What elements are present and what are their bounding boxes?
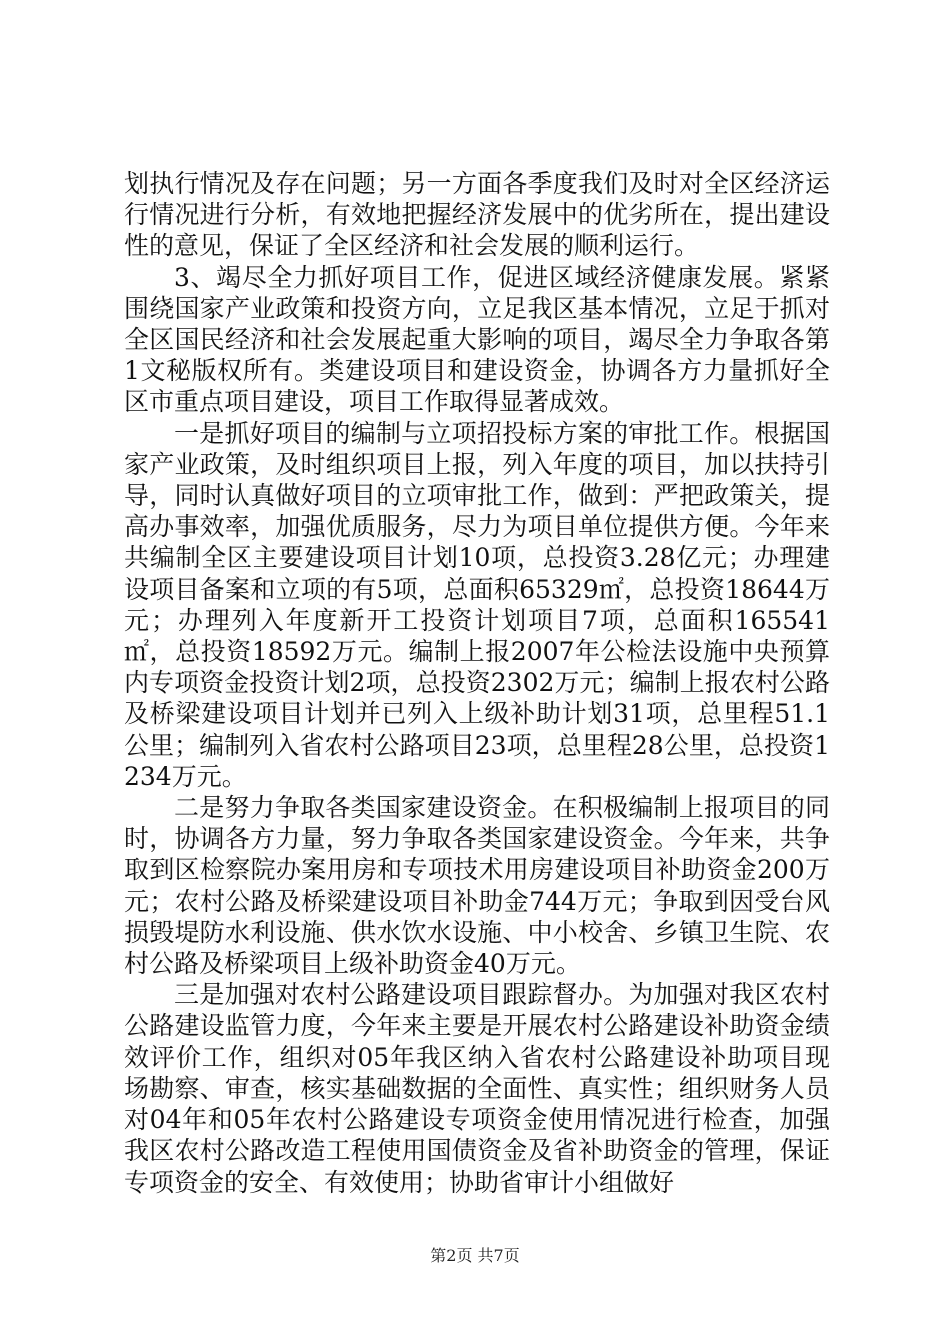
paragraph-1: 划执行情况及存在问题；另一方面各季度我们及时对全区经济运行情况进行分析，有效地把握经济发展中的优劣所在，提出建设性的意见，保证了全区经济和社会发展的顺利运行。 <box>124 169 830 261</box>
page-number-footer: 第2页 共7页 <box>430 1246 520 1265</box>
paragraph-2: 3、竭尽全力抓好项目工作，促进区域经济健康发展。紧紧围绕国家产业政策和投资方向，立足我区基本情况，立足于抓对全区国民经济和社会发展起重大影响的项目，竭尽全力争取各第1文秘版权所有。类建设项目和建设资金，协调各方力量抓好全区市重点项目建设，项目工作取得显著成效。 <box>124 262 830 417</box>
paragraph-5: 三是加强对农村公路建设项目跟踪督办。为加强对我区农村公路建设监管力度，今年来主要是开展农村公路建设补助资金绩效评价工作，组织对05年我区纳入省农村公路建设补助项目现场勘察、审查，核实基础数据的全面性、真实性；组织财务人员对04年和05年农村公路建设专项资金使用情况进行检查，加强我区农村公路改造工程使用国债资金及省补助资金的管理，保证专项资金的安全、有效使用；协助省审计小组做好 <box>124 980 830 1197</box>
paragraph-4: 二是努力争取各类国家建设资金。在积极编制上报项目的同时，协调各方力量，努力争取各类国家建设资金。今年来，共争取到区检察院办案用房和专项技术用房建设项目补助资金200万元；农村公路及桥梁建设项目补助金744万元；争取到因受台风损毁堤防水利设施、供水饮水设施、中小校舍、乡镇卫生院、农村公路及桥梁项目上级补助资金40万元。 <box>124 793 830 979</box>
document-body <box>124 168 830 1198</box>
paragraph-3: 一是抓好项目的编制与立项招投标方案的审批工作。根据国家产业政策，及时组织项目上报，列入年度的项目，加以扶持引导，同时认真做好项目的立项审批工作，做到：严把政策关，提高办事效率，加强优质服务，尽力为项目单位提供方便。今年来共编制全区主要建设项目计划10项，总投资3.28亿元；办理建设项目备案和立项的有5项，总面积65329㎡，总投资18644万元；办理列入年度新开工投资计划项目7项，总面积165541㎡，总投资18592万元。编制上报2007年公检法设施中央预算内专项资金投资计划2项，总投资2302万元；编制上报农村公路及桥梁建设项目计划并已列入上级补助计划31项，总里程51.1公里；编制列入省农村公路项目23项，总里程28公里，总投资1234万元。 <box>124 418 830 791</box>
